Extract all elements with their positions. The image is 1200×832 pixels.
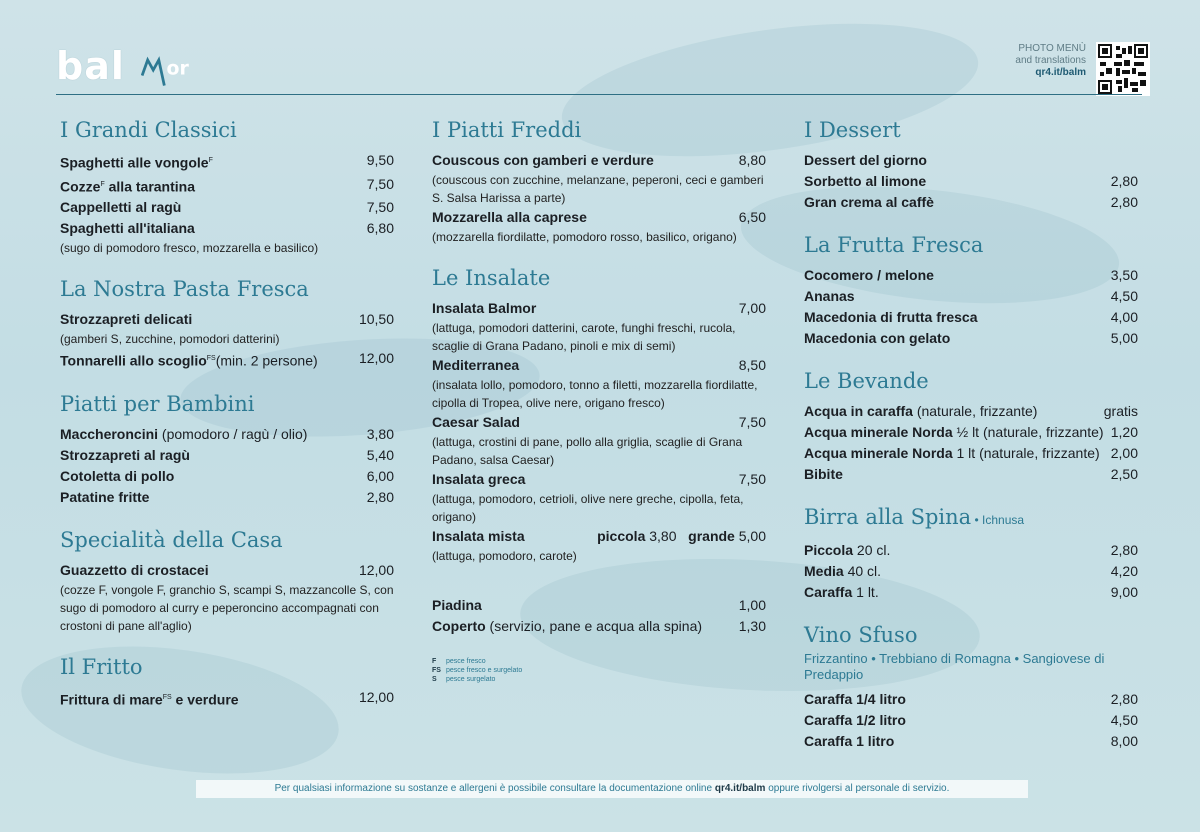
section-fritto bbox=[60, 653, 394, 711]
menu-item: Coperto (servizio, pane e acqua alla spina) 1,30 bbox=[432, 618, 766, 634]
menu-item: Piccola 20 cl. 2,80 bbox=[804, 542, 1138, 558]
item-description: (insalata lollo, pomodoro, tonno a filetti, mozzarella fiordilatte, cipolla di Tropea, olive nere, origano fresco) bbox=[432, 378, 758, 410]
menu-item: Sorbetto al limone 2,80 bbox=[804, 173, 1138, 189]
menu-item: Guazzetto di crostacei 12,00 bbox=[60, 561, 394, 578]
menu-item: Acqua minerale Norda 1 lt (naturale, frizzante) 2,00 bbox=[804, 445, 1138, 461]
section-bambini bbox=[60, 390, 394, 508]
section-insalate bbox=[432, 264, 766, 565]
item-description: (lattuga, pomodoro, cetrioli, olive nere greche, cipolla, feta, origano) bbox=[432, 492, 744, 524]
section-title: Vino Sfuso bbox=[804, 623, 918, 647]
item-description: (cozze F, vongole F, granchio S, scampi S, mazzancolle S, con sugo di pomodoro al curry e peperoncino accompagnati con crostoni di pane all'aglio) bbox=[60, 582, 394, 633]
section-pasta-fresca bbox=[60, 275, 394, 372]
item-description: (couscous con zucchine, melanzane, peperoni, ceci e gamberi S. Salsa Harissa a parte) bbox=[432, 173, 764, 205]
menu-item: Spaghetti alle vongole$^F$ 9,50 bbox=[60, 152, 394, 171]
menu-item: Caraffa 1 litro 8,00 bbox=[804, 733, 1138, 749]
menu-item: Frittura di mare$^{FS}$ e verdure 12,00 bbox=[60, 688, 394, 708]
menu-item: Insalata Balmor 7,00 bbox=[432, 300, 766, 316]
menu-column-left bbox=[60, 116, 394, 729]
item-description: (lattuga, crostini di pane, pollo alla griglia, scaglie di Grana Padano, salsa Caesar) bbox=[432, 435, 743, 467]
section-title: Il Fritto bbox=[60, 654, 143, 679]
section-piatti-freddi bbox=[432, 116, 766, 246]
menu-column-right bbox=[804, 116, 1138, 770]
menu-item: Maccheroncini (pomodoro / ragù / olio) 3,80 bbox=[60, 425, 394, 442]
menu-item: Mozzarella alla caprese 6,50 bbox=[432, 209, 766, 225]
section-birra bbox=[804, 503, 1138, 603]
menu-item: Strozzapreti al ragù 5,40 bbox=[60, 446, 394, 463]
menu-item: Patatine fritte 2,80 bbox=[60, 488, 394, 505]
header-divider bbox=[56, 94, 1142, 95]
menu-item: Mediterranea 8,50 bbox=[432, 357, 766, 373]
item-description: (sugo di pomodoro fresco, mozzarella e basilico) bbox=[60, 241, 319, 256]
section-title: I Dessert bbox=[804, 118, 901, 142]
section-title: Le Bevande bbox=[804, 369, 929, 393]
menu-item: Couscous con gamberi e verdure 8,80 bbox=[432, 152, 766, 168]
section-title: I Grandi Classici bbox=[60, 118, 237, 142]
menu-column-center bbox=[432, 116, 766, 702]
section-frutta bbox=[804, 231, 1138, 349]
menu-item: Gran crema al caffè 2,80 bbox=[804, 194, 1138, 210]
menu-item: Insalata mista piccola 3,80 grande 5,00 bbox=[432, 528, 766, 544]
photo-menu-note: PHOTO MENÙ and translations qr4.it/balm bbox=[1015, 43, 1086, 78]
menu-item: Caraffa 1/4 litro 2,80 bbox=[804, 691, 1138, 707]
brand-logo: bal bbox=[56, 44, 125, 88]
menu-item: Strozzapreti delicati 10,50 bbox=[60, 311, 394, 328]
section-subtitle: Frizzantino • Trebbiano di Romagna • Sangiovese di Predappio bbox=[804, 651, 1105, 682]
menu-item: Piadina 1,00 bbox=[432, 597, 766, 613]
brand-logo-mark bbox=[141, 40, 191, 100]
allergen-footer-note: Per qualsiasi informazione su sostanze e allergeni è possibile consultare la documentazione online qr4.it/balm oppure rivolgersi al personale di servizio. bbox=[196, 780, 1028, 798]
menu-item: Cocomero / melone 3,50 bbox=[804, 267, 1138, 283]
section-vino bbox=[804, 621, 1138, 752]
allergen-legend: F pesce fresco FS pesce fresco e surgelato S pesce surgelato bbox=[432, 658, 523, 683]
section-title: Le Insalate bbox=[432, 266, 551, 290]
menu-item: Ananas 4,50 bbox=[804, 288, 1138, 304]
menu-item: Media 40 cl. 4,20 bbox=[804, 563, 1138, 579]
item-description: (mozzarella fiordilatte, pomodoro rosso, basilico, origano) bbox=[432, 230, 737, 244]
item-description: (lattuga, pomodori datterini, carote, funghi freschi, rucola, scaglie di Grana Padano, pinoli e mix di semi) bbox=[432, 321, 736, 353]
header bbox=[0, 0, 1200, 100]
menu-item: Insalata greca 7,50 bbox=[432, 471, 766, 487]
menu-item: Caraffa 1 lt. 9,00 bbox=[804, 584, 1138, 600]
footer-link[interactable]: qr4.it/balm bbox=[714, 783, 766, 794]
menu-item: Acqua minerale Norda ½ lt (naturale, frizzante) 1,20 bbox=[804, 424, 1138, 440]
menu-item: Caraffa 1/2 litro 4,50 bbox=[804, 712, 1138, 728]
section-bevande bbox=[804, 367, 1138, 485]
item-description: (lattuga, pomodoro, carote) bbox=[432, 549, 577, 563]
svg-text:or: or bbox=[166, 57, 189, 80]
menu-item: Cozze$^F$ alla tarantina 7,50 bbox=[60, 175, 394, 195]
section-title: I Piatti Freddi bbox=[432, 118, 582, 142]
section-title: Specialità della Casa bbox=[60, 527, 283, 552]
photo-menu-link[interactable]: qr4.it/balm bbox=[1035, 67, 1086, 78]
menu-item: Cotoletta di pollo 6,00 bbox=[60, 467, 394, 484]
menu-item: Bibite 2,50 bbox=[804, 466, 1138, 482]
section-title: Piatti per Bambini bbox=[60, 391, 255, 416]
section-title: La Nostra Pasta Fresca bbox=[60, 277, 309, 302]
section-title: La Frutta Fresca bbox=[804, 233, 984, 257]
menu-item: Caesar Salad 7,50 bbox=[432, 414, 766, 430]
section-title: Birra alla Spina • Ichnusa bbox=[804, 505, 1025, 529]
menu-item: Spaghetti all'italiana 6,80 bbox=[60, 220, 394, 237]
menu-item: Macedonia di frutta fresca 4,00 bbox=[804, 309, 1138, 325]
section-specialita bbox=[60, 526, 394, 635]
item-description: (gamberi S, zucchine, pomodori datterini) bbox=[60, 332, 280, 347]
qr-code[interactable] bbox=[1096, 42, 1150, 96]
section-grandi-classici bbox=[60, 116, 394, 257]
section-dessert bbox=[804, 116, 1138, 213]
section-extra bbox=[432, 595, 766, 684]
menu-item: Cappelletti al ragù 7,50 bbox=[60, 199, 394, 216]
menu-item: Macedonia con gelato 5,00 bbox=[804, 330, 1138, 346]
menu-item: Acqua in caraffa (naturale, frizzante) gratis bbox=[804, 403, 1138, 419]
menu-item: Tonnarelli allo scoglio$^{FS}$(min. 2 persone) 12,00 bbox=[60, 350, 394, 369]
menu-item: Dessert del giorno bbox=[804, 152, 927, 168]
